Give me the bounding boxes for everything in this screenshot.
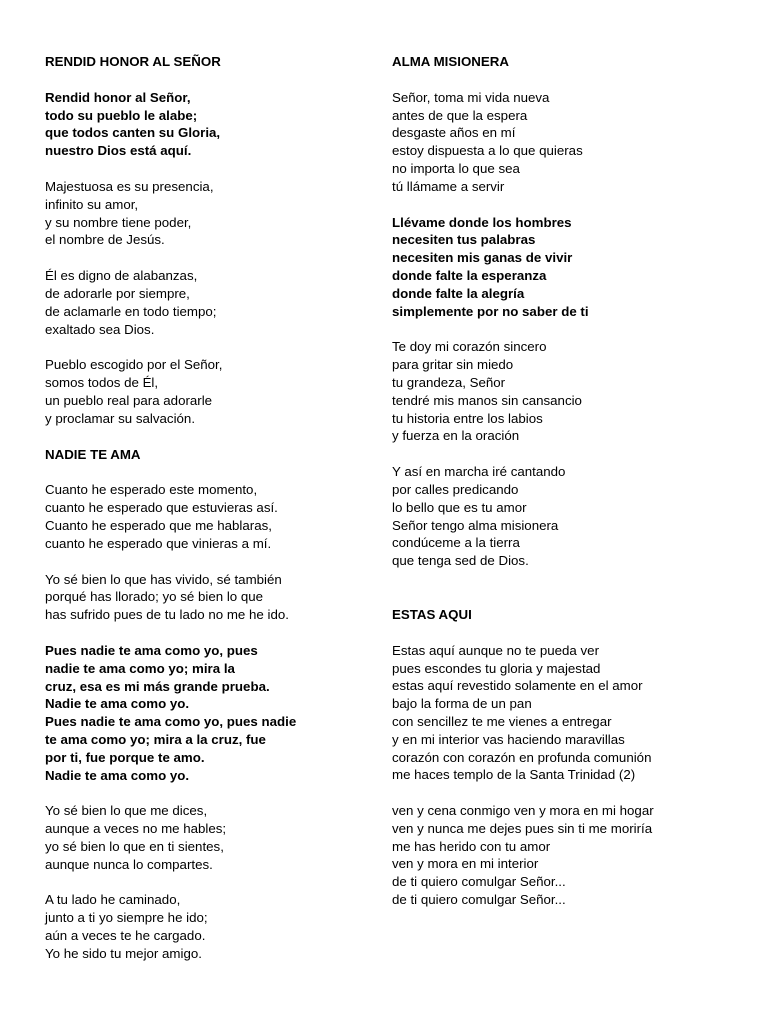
lyric-line: Pues nadie te ama como yo, pues bbox=[45, 642, 258, 658]
verse-stanza bbox=[392, 338, 732, 445]
lyric-line: y en mi interior vas haciendo maravillas bbox=[392, 731, 625, 747]
lyric-line: Pueblo escogido por el Señor, bbox=[45, 357, 223, 373]
right-column bbox=[392, 53, 732, 909]
song bbox=[392, 53, 732, 570]
lyric-line: antes de que la espera bbox=[392, 107, 528, 123]
song bbox=[392, 606, 732, 909]
song-title: RENDID HONOR AL SEÑOR bbox=[45, 54, 221, 69]
verse-stanza bbox=[45, 802, 375, 873]
lyric-line: Yo sé bien lo que has vivido, sé también bbox=[45, 571, 282, 587]
lyric-line: te ama como yo; mira a la cruz, fue bbox=[45, 731, 266, 747]
song-title: NADIE TE AMA bbox=[45, 446, 141, 462]
lyric-line: Nadie te ama como yo. bbox=[45, 696, 190, 712]
lyric-line: aún a veces te he cargado. bbox=[45, 928, 206, 944]
lyric-line: Pues nadie te ama como yo, pues nadie bbox=[45, 714, 297, 730]
lyric-line: pues escondes tu gloria y majestad bbox=[392, 660, 601, 676]
lyric-line: Cuanto he esperado este momento, bbox=[45, 482, 258, 498]
lyric-line: de aclamarle en todo tiempo; bbox=[45, 303, 217, 319]
verse-stanza bbox=[45, 891, 375, 962]
lyric-line: el nombre de Jesús. bbox=[45, 232, 165, 248]
lyric-line: y fuerza en la oración bbox=[392, 428, 520, 444]
lyric-line: nuestro Dios está aquí. bbox=[45, 143, 192, 159]
lyric-line: bajo la forma de un pan bbox=[392, 696, 532, 712]
lyric-line: cruz, esa es mi más grande prueba. bbox=[45, 678, 270, 694]
lyric-line: de adorarle por siempre, bbox=[45, 285, 190, 301]
lyric-line: Y así en marcha iré cantando bbox=[392, 464, 566, 480]
song bbox=[45, 53, 375, 428]
verse-stanza bbox=[45, 481, 375, 552]
lyric-line: Estas aquí aunque no te pueda ver bbox=[392, 642, 599, 658]
chorus-stanza bbox=[392, 214, 732, 321]
lyric-line: por ti, fue porque te amo. bbox=[45, 749, 205, 765]
lyric-line: donde falte la esperanza bbox=[392, 267, 547, 283]
lyric-line: me has herido con tu amor bbox=[392, 838, 551, 854]
song bbox=[45, 446, 375, 963]
lyric-line: de ti quiero comulgar Señor... bbox=[392, 874, 566, 890]
verse-stanza bbox=[392, 463, 732, 570]
lyric-line: aunque a veces no me hables; bbox=[45, 821, 227, 837]
verse-stanza bbox=[45, 178, 375, 249]
lyric-line: Rendid honor al Señor, bbox=[45, 89, 191, 105]
lyric-line: y proclamar su salvación. bbox=[45, 410, 196, 426]
lyric-line: infinito su amor, bbox=[45, 196, 139, 212]
lyric-line: desgaste años en mí bbox=[392, 125, 516, 141]
lyric-line: necesiten mis ganas de vivir bbox=[392, 250, 573, 266]
lyric-line: necesiten tus palabras bbox=[392, 232, 536, 248]
lyric-line: estoy dispuesta a lo que quieras bbox=[392, 143, 583, 159]
lyric-line: tu grandeza, Señor bbox=[392, 374, 506, 390]
lyric-line: todo su pueblo le alabe; bbox=[45, 107, 198, 123]
lyric-line: para gritar sin miedo bbox=[392, 357, 514, 373]
lyric-line: lo bello que es tu amor bbox=[392, 499, 527, 515]
lyric-line: Señor tengo alma misionera bbox=[392, 517, 559, 533]
lyric-line: ven y mora en mi interior bbox=[392, 856, 539, 872]
lyric-line: A tu lado he caminado, bbox=[45, 892, 181, 908]
lyric-line: aunque nunca lo compartes. bbox=[45, 856, 213, 872]
lyric-line: no importa lo que sea bbox=[392, 160, 520, 176]
verse-stanza bbox=[392, 802, 732, 909]
lyric-line: tendré mis manos sin cansancio bbox=[392, 392, 582, 408]
lyric-line: corazón con corazón en profunda comunión bbox=[392, 749, 652, 765]
lyric-line: Majestuosa es su presencia, bbox=[45, 178, 214, 194]
lyric-line: exaltado sea Dios. bbox=[45, 321, 155, 337]
lyric-line: Yo he sido tu mejor amigo. bbox=[45, 945, 202, 961]
lyric-line: ven y cena conmigo ven y mora en mi hogar bbox=[392, 803, 654, 819]
lyric-line: ven y nunca me dejes pues sin ti me moriría bbox=[392, 820, 653, 836]
lyric-line: por calles predicando bbox=[392, 481, 519, 497]
lyric-line: cuanto he esperado que estuvieras así. bbox=[45, 500, 278, 516]
lyric-line: tú llámame a servir bbox=[392, 178, 505, 194]
lyric-line: Nadie te ama como yo. bbox=[45, 767, 190, 783]
lyric-line: un pueblo real para adorarle bbox=[45, 392, 213, 408]
lyric-line: me haces templo de la Santa Trinidad (2) bbox=[392, 767, 636, 783]
left-column bbox=[45, 53, 375, 963]
lyric-line: tu historia entre los labios bbox=[392, 410, 543, 426]
verse-stanza bbox=[392, 89, 732, 196]
lyric-line: somos todos de Él, bbox=[45, 375, 159, 391]
verse-stanza bbox=[45, 571, 375, 624]
lyric-line: nadie te ama como yo; mira la bbox=[45, 660, 235, 676]
lyric-line: condúceme a la tierra bbox=[392, 535, 520, 551]
lyric-line: con sencillez te me vienes a entregar bbox=[392, 713, 612, 729]
lyric-line: Cuanto he esperado que me hablaras, bbox=[45, 517, 272, 533]
lyric-line: simplemente por no saber de ti bbox=[392, 303, 589, 319]
lyric-line: estas aquí revestido solamente en el amor bbox=[392, 678, 643, 694]
lyric-line: de ti quiero comulgar Señor... bbox=[392, 892, 566, 908]
lyric-line: has sufrido pues de tu lado no me he ido. bbox=[45, 607, 289, 623]
lyric-line: porqué has llorado; yo sé bien lo que bbox=[45, 589, 264, 605]
lyric-line: donde falte la alegría bbox=[392, 285, 525, 301]
verse-stanza bbox=[392, 642, 732, 784]
chorus-stanza bbox=[45, 89, 375, 160]
lyric-line: junto a ti yo siempre he ido; bbox=[45, 910, 208, 926]
lyric-line: Él es digno de alabanzas, bbox=[45, 268, 198, 284]
lyric-line: que todos canten su Gloria, bbox=[45, 125, 221, 141]
lyric-line: yo sé bien lo que en ti sientes, bbox=[45, 838, 224, 854]
verse-stanza bbox=[45, 267, 375, 338]
lyric-line: que tenga sed de Dios. bbox=[392, 553, 529, 569]
lyric-line: cuanto he esperado que vinieras a mí. bbox=[45, 535, 272, 551]
lyric-line: Yo sé bien lo que me dices, bbox=[45, 803, 208, 819]
lyric-line: Te doy mi corazón sincero bbox=[392, 339, 547, 355]
song-title: ALMA MISIONERA bbox=[392, 54, 509, 69]
song-title: ESTAS AQUI bbox=[392, 606, 472, 622]
lyric-line: y su nombre tiene poder, bbox=[45, 214, 192, 230]
lyric-line: Llévame donde los hombres bbox=[392, 214, 572, 230]
chorus-stanza bbox=[45, 642, 375, 784]
verse-stanza bbox=[45, 356, 375, 427]
lyric-line: Señor, toma mi vida nueva bbox=[392, 89, 550, 105]
